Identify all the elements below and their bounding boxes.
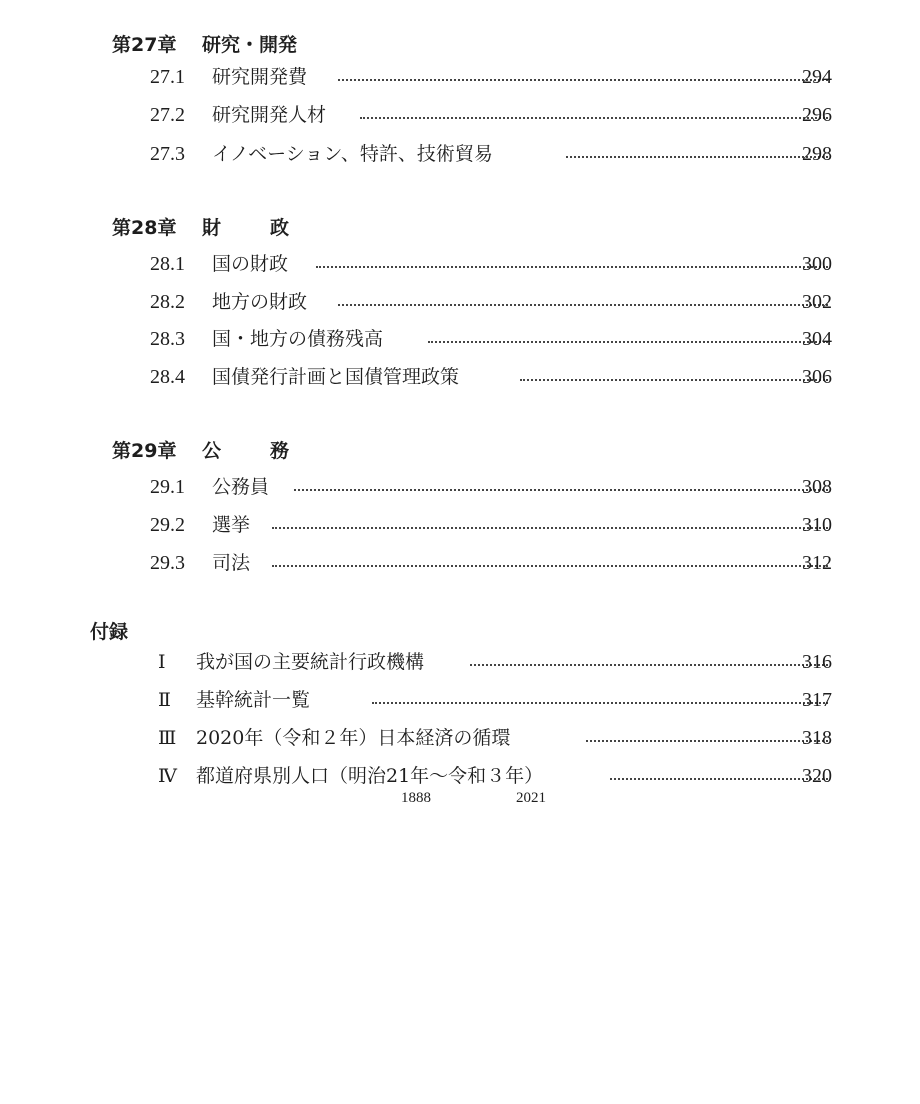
appendix-entry[interactable] bbox=[0, 649, 920, 675]
appendix-title: 2020年（令和２年）日本経済の循環 bbox=[196, 727, 511, 749]
section-number: 28.2 bbox=[150, 291, 185, 313]
page-number: 302 bbox=[802, 291, 832, 313]
dot-leader bbox=[338, 304, 828, 306]
page-number: 318 bbox=[802, 727, 832, 749]
appendix-numeral: Ⅱ bbox=[158, 689, 171, 711]
chapter-title-char: 務 bbox=[270, 440, 290, 462]
dot-leader bbox=[294, 489, 828, 491]
appendix-entry[interactable] bbox=[0, 687, 920, 713]
chapter-27-heading bbox=[112, 33, 298, 57]
toc-entry[interactable] bbox=[0, 512, 920, 538]
chapter-label: 第27章 bbox=[112, 34, 177, 56]
toc-entry[interactable] bbox=[0, 474, 920, 500]
section-title: 研究開発費 bbox=[212, 66, 308, 88]
chapter-title: 研究・開発 bbox=[202, 34, 298, 56]
appendix-numeral: Ⅲ bbox=[158, 727, 177, 749]
year-annotation-start: 1888 bbox=[401, 790, 431, 806]
chapter-label: 第28章 bbox=[112, 217, 177, 239]
section-number: 28.4 bbox=[150, 366, 185, 388]
toc-entry[interactable] bbox=[0, 64, 920, 90]
chapter-28-heading bbox=[112, 216, 290, 240]
page-number: 308 bbox=[802, 476, 832, 498]
dot-leader bbox=[272, 527, 828, 529]
appendix-title: 都道府県別人口（明治21年～令和３年） bbox=[196, 765, 544, 787]
page-number: 304 bbox=[802, 328, 832, 350]
section-number: 27.3 bbox=[150, 143, 185, 165]
appendix-numeral: Ⅳ bbox=[158, 765, 177, 787]
dot-leader bbox=[272, 565, 828, 567]
section-title: イノベーション、特許、技術貿易 bbox=[212, 143, 493, 165]
appendix-heading: 付録 bbox=[90, 621, 129, 643]
dot-leader bbox=[428, 341, 828, 343]
section-number: 28.3 bbox=[150, 328, 185, 350]
section-title: 地方の財政 bbox=[212, 291, 308, 313]
page-number: 294 bbox=[802, 66, 832, 88]
dot-leader bbox=[360, 117, 828, 119]
section-number: 27.1 bbox=[150, 66, 185, 88]
page-number: 298 bbox=[802, 143, 832, 165]
section-number: 29.2 bbox=[150, 514, 185, 536]
section-number: 28.1 bbox=[150, 253, 185, 275]
page-number: 310 bbox=[802, 514, 832, 536]
page-number: 312 bbox=[802, 552, 832, 574]
section-number: 27.2 bbox=[150, 104, 185, 126]
section-number: 29.3 bbox=[150, 552, 185, 574]
page-number: 306 bbox=[802, 366, 832, 388]
section-title: 選挙 bbox=[212, 514, 251, 536]
year-annotation-end: 2021 bbox=[516, 790, 546, 806]
chapter-label: 第29章 bbox=[112, 440, 177, 462]
page-number: 296 bbox=[802, 104, 832, 126]
chapter-title-char: 財 bbox=[202, 217, 222, 239]
section-title: 公務員 bbox=[212, 476, 270, 498]
section-title: 国の財政 bbox=[212, 253, 289, 275]
appendix-entry[interactable] bbox=[0, 763, 920, 789]
section-title: 国債発行計画と国債管理政策 bbox=[212, 366, 460, 388]
toc-entry[interactable] bbox=[0, 289, 920, 315]
toc-entry[interactable] bbox=[0, 102, 920, 128]
dot-leader bbox=[316, 266, 828, 268]
section-title: 研究開発人材 bbox=[212, 104, 327, 126]
chapter-29-heading bbox=[112, 439, 290, 463]
chapter-title-char: 政 bbox=[270, 217, 290, 239]
dot-leader bbox=[520, 379, 828, 381]
toc-entry[interactable] bbox=[0, 326, 920, 352]
dot-leader bbox=[470, 664, 828, 666]
page-number: 300 bbox=[802, 253, 832, 275]
toc-entry[interactable] bbox=[0, 141, 920, 167]
section-title: 司法 bbox=[212, 552, 251, 574]
dot-leader bbox=[566, 156, 828, 158]
appendix-title: 我が国の主要統計行政機構 bbox=[196, 651, 425, 673]
dot-leader bbox=[338, 79, 828, 81]
section-number: 29.1 bbox=[150, 476, 185, 498]
page-number: 320 bbox=[802, 765, 832, 787]
page-number: 316 bbox=[802, 651, 832, 673]
appendix-title: 基幹統計一覧 bbox=[196, 689, 311, 711]
page-number: 317 bbox=[802, 689, 832, 711]
toc-entry[interactable] bbox=[0, 251, 920, 277]
appendix-numeral: Ⅰ bbox=[158, 651, 166, 673]
appendix-entry[interactable] bbox=[0, 725, 920, 751]
toc-entry[interactable] bbox=[0, 550, 920, 576]
section-title: 国・地方の債務残高 bbox=[212, 328, 384, 350]
dot-leader bbox=[372, 702, 828, 704]
chapter-title-char: 公 bbox=[202, 440, 222, 462]
toc-entry[interactable] bbox=[0, 364, 920, 390]
